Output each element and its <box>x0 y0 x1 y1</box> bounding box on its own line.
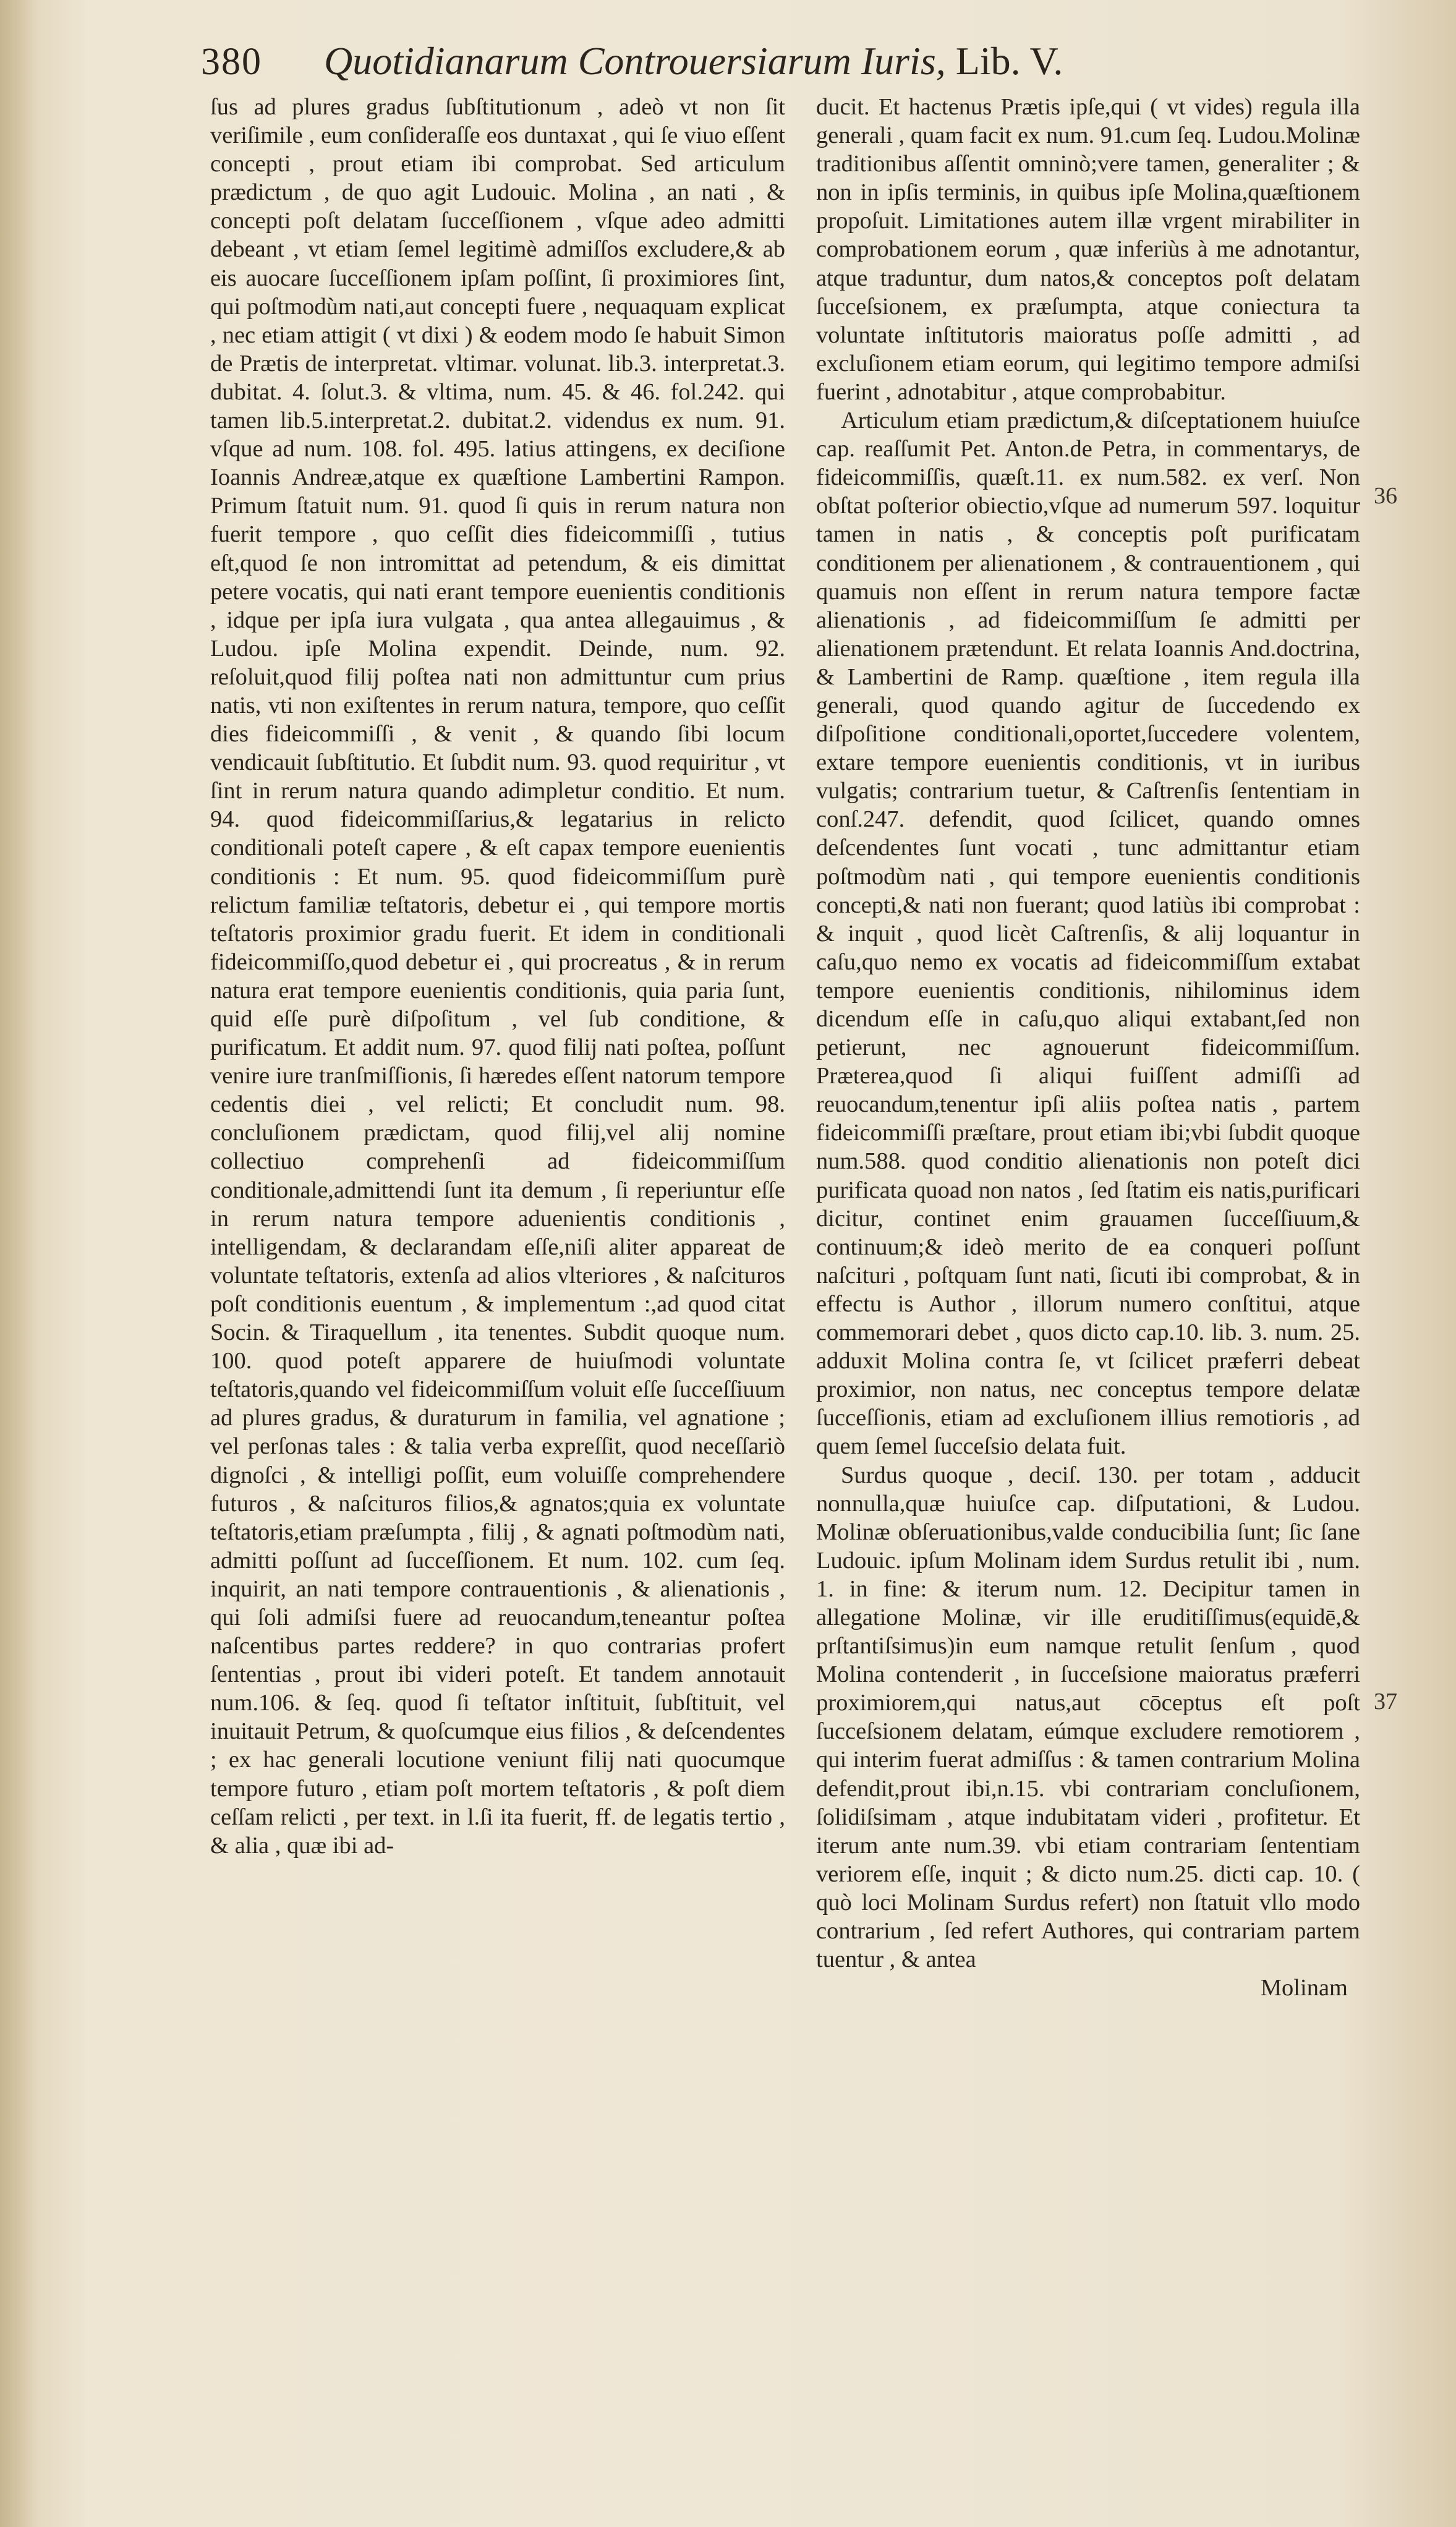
running-title-book: Lib. V. <box>955 39 1063 83</box>
margin-number-36: 36 <box>1374 483 1397 509</box>
right-paragraph-2: Articulum etiam prædictum,& diſceptationem huiuſce cap. reaſſumit Pet. Anton.de Petra, in commentarys, de fideicommiſſis, quæſt.11. ex num.582. ex verſ. Non obſtat poſterior obiectio,vſque ad numerum 597. loquitur tamen in natis , & conceptis poſt purificatam conditionem per alienationem , & contrauentionem , qui quamuis non eſſent in rerum natura tempore factæ alienationis , ad fideicommiſſum ſe admitti per alienationem prætendunt. Et relata Ioannis And.doctrina, & Lambertini de Ramp. quæſtione , item regula illa generali, quod quando agitur de ſuccedendo ex diſpoſitione conditionali,oportet,ſuccedere volentem, extare tempore euenientis conditionis, vt in iuribus vulgatis; contrarium tuetur, & Caſtrenſis ſententiam in conſ.247. defendit, quod ſcilicet, quando omnes deſcendentes ſunt vocati , tunc admittantur etiam poſtmodùm nati , qui tempore euenientis conditionis concepti,& nati non fuerant; quod latiùs ibi comprobat : & inquit , quod licèt Caſtrenſis, & alij loquantur in caſu,quo nemo ex vocatis ad fideicommiſſum extabat tempore euenientis conditionis, nihilominus idem dicendum eſſe in caſu,quo aliqui extabant,ſed non petierunt, nec agnouerunt fideicommiſſum. Præterea,quod ſi aliqui fuiſſent admiſſi ad reuocandum,tenentur ipſi aliis poſtea natis , partem fideicommiſſi præſtare, prout etiam ibi;vbi ſubdit quoque num.588. quod conditio alienationis non poteſt dici purificata quoad non natos , ſed ſtatim eis natis,purificari dicitur, continet enim grauamen ſucceſſiuum,& continuum;& ideò merito de ea conqueri poſſunt naſcituri , poſtquam ſunt nati, ſicuti ibi comprobat, & in effectu is Author , illorum numero conſtitui, atque commemorari debet , quos dicto cap.10. lib. 3. num. 25. adduxit Molina contra ſe, vt ſcilicet præferri debeat proximior, non natus, nec conceptus tempore delatæ ſucceſſionis, etiam ad excluſionem illius remotioris , ad quem ſemel ſucceſsio delata fuit. <box>816 407 1360 1460</box>
left-paragraph-1: ſus ad plures gradus ſubſtitutionum , adeò vt non ſit veriſimile , eum conſideraſſe eos duntaxat , qui ſe viuo eſſent concepti , prout etiam ibi comprobat. Sed articulum prædictum , de quo agit Ludouic. Molina , an nati , & concepti poſt delatam ſucceſſionem , vſque adeo admitti debeant , vt etiam ſemel legitimè admiſſos excludere,& ab eis auocare ſucceſſionem ipſam poſſint, ſi proximiores ſint, qui poſtmodùm nati,aut concepti fuere , nequaquam explicat , nec etiam attigit ( vt dixi ) & eodem modo ſe habuit Simon de Prætis de interpretat. vltimar. volunat. lib.3. interpretat.3. dubitat. 4. ſolut.3. & vltima, num. 45. & 46. fol.242. qui tamen lib.5.interpretat.2. dubitat.2. videndus ex num. 91. vſque ad num. 108. fol. 495. latius attingens, ex deciſione Ioannis Andreæ,atque ex quæſtione Lambertini Rampon. Primum ſtatuit num. 91. quod ſi quis in rerum natura non fuerit tempore , quo ceſſit dies fideicommiſſi , tutius eſt,quod ſe non intromittat ad petendum, & eis dimittat petere vocatis, qui nati erant tempore euenientis conditionis , idque per ipſa iura vulgata , qua antea allegauimus , & Ludou. ipſe Molina expendit. Deinde, num. 92. reſoluit,quod filij poſtea nati non admittuntur cum prius natis, vti non exiſtentes in rerum natura, tempore, quo ceſſit dies fideicommiſſi , & venit , & quando ſibi locum vendicauit ſubſtitutio. Et ſubdit num. 93. quod requiritur , vt ſint in rerum natura quando adimpletur conditio. Et num. 94. quod fideicommiſſarius,& legatarius in relicto conditionali poteſt capere , & eſt capax tempore euenientis conditionis : Et num. 95. quod fideicommiſſum purè relictum familiæ teſtatoris, debetur ei , qui tempore mortis teſtatoris proximior gradu fuerit. Et idem in conditionali fideicommiſſo,quod debetur ei , qui procreatus , & in rerum natura erat tempore euenientis conditionis, quia paria ſunt, quid eſſe purè diſpoſitum , vel ſub conditione, & purificatum. Et addit num. 97. quod filij nati poſtea, poſſunt venire iure tranſmiſſionis, ſi hæredes eſſent natorum tempore cedentis diei , vel relicti; Et concludit num. 98. concluſionem prædictam, quod filij,vel alij nomine collectiuo comprehenſi ad fideicommiſſum conditionale,admittendi ſunt ita demum , ſi reperiuntur eſſe in rerum natura tempore aduenientis conditionis , intelligendam, & declarandam eſſe,niſi aliter appareat de voluntate teſtatoris, extenſa ad alios vlteriores , & naſcituros poſt conditionis euentum , & implementum :,ad quod citat Socin. & Tiraquellum , ita tenentes. Subdit quoque num. 100. quod poteſt apparere de huiuſmodi voluntate teſtatoris,quando vel fideicommiſſum voluit eſſe ſucceſſiuum ad plures gradus, & duraturum in familia, vel agnatione ; vel perſonas tales : & talia verba expreſſit, quod neceſſariò dignoſci , & intelligi poſſit, eum voluiſſe comprehendere futuros , & naſcituros filios,& agnatos;quia ex voluntate teſtatoris,etiam præſumpta , filij , & agnati poſtmodùm nati, admitti poſſunt ad ſucceſſionem. Et num. 102. cum ſeq. inquirit, an nati tempore contrauentionis , & alienationis , qui ſoli admiſsi fuere ad reuocandum,teneantur poſtea naſcentibus partes reddere? in quo contrarias profert ſententias , prout ibi videri poteſt. Et tandem annotauit num.106. & ſeq. quod ſi teſtator inſtituit, ſubſtituit, vel inuitauit Petrum, & quoſcumque eius filios , & deſcendentes ; ex hac generali locutione veniunt filij nati quocumque tempore futuro , etiam poſt mortem teſtatoris , & poſt diem ceſſam relicti , per text. in l.ſi ita fuerit, ff. de legatis tertio , & alia , quæ ibi ad- <box>210 94 785 1859</box>
right-paragraph-1: ducit. Et hactenus Prætis ipſe,qui ( vt vides) regula illa generali , quam facit ex num. 91.cum ſeq. Ludou.Molinæ traditionibus aſſentit omninò;vere tamen, generaliter ; & non in ipſis terminis, in quibus ipſe Molina,quæſtionem propoſuit. Limitationes autem illæ vrgent mirabiliter in comprobationem eorum , quæ inferiùs à me adnotantur, atque traduntur, dum natos,& conceptos poſt delatam ſucceſsionem, ex præſumpta, atque coniectura ta voluntate inſtitutoris maioratus poſſe admitti , ad excluſionem etiam eorum, qui legitimo tempore admiſsi fuerint , adnotabitur , atque comprobabitur. <box>816 94 1360 405</box>
margin-number-37: 37 <box>1374 1689 1397 1715</box>
right-paragraph-3: Surdus quoque , deciſ. 130. per totam , adducit nonnulla,quæ huiuſce cap. diſputationi, & Ludou. Molinæ obſeruationibus,valde conducibilia ſunt; ſic ſane Ludouic. ipſum Molinam idem Surdus retulit ibi , num. 1. in fine: & iterum num. 12. Decipitur tamen in allegatione Molinæ, vir ille eruditiſſimus(equidē,& prſtantiſsimus)in eum namque retulit ſenſum , quod Molina contenderit , in ſucceſsione maioratus præferri proximiorem,qui natus,aut cōceptus eſt poſt ſucceſsionem delatam, eúmque excludere remotiorem , qui interim fuerat admiſſus : & tamen contrarium Molina defendit,prout ibi,n.15. vbi contrariam concluſionem, ſolidiſsimam , atque indubitatam videri , profitetur. Et iterum ante num.39. vbi etiam contrariam ſententiam veriorem eſſe, inquit ; & dicto num.25. dicti cap. 10. ( quò loci Molinam Surdus refert) non ſtatuit vllo modo contrarium , ſed refert Authores, qui contrariam partem tuentur , & antea <box>816 1462 1360 1973</box>
left-text-column <box>210 93 785 1860</box>
page-number: 380 <box>201 41 262 83</box>
running-header <box>201 38 1227 94</box>
right-text-column <box>816 93 1360 2002</box>
running-title-text: Quotidianarum Controuersiarum Iuris, <box>324 39 946 83</box>
running-title <box>324 38 1063 84</box>
catchword: Molinam <box>1260 1975 1348 2001</box>
page-gutter-shadow <box>0 0 37 2527</box>
